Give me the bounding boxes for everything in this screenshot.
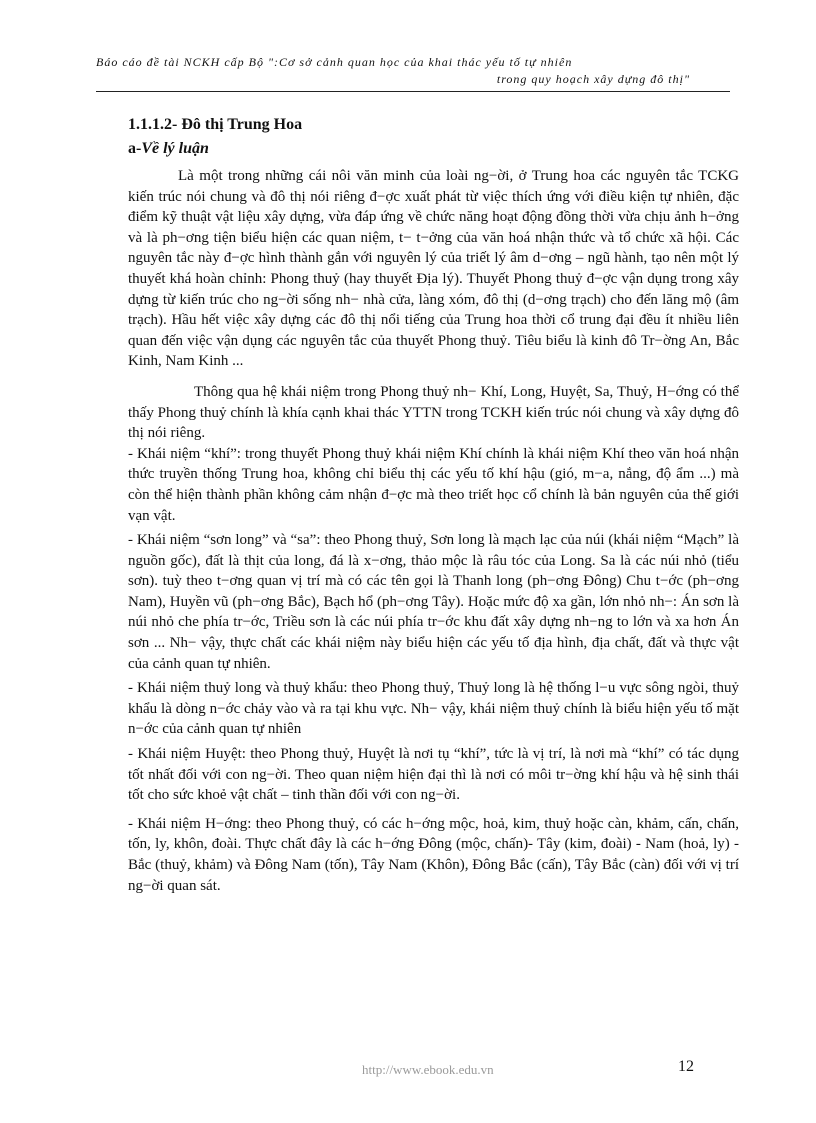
subsection-title: Về lý luận — [141, 140, 209, 157]
paragraph-huong: - Khái niệm H−ớng: theo Phong thuỷ, có các h−ớng mộc, hoả, kim, thuỷ hoặc càn, khảm, cấn, chấn, tốn, ly, khôn, đoài. Thực chất đây là các h−ớng Đông (mộc, chấn)- Tây (kim, đoài) - Nam (hoả, ly) - Bắc (thuỷ, khảm) và Đông Nam (tốn), Tây Nam (Khôn), Đông Bắc (cấn), Tây Bắc (càn) đối với vị trí ng−ời quan sát. — [128, 815, 739, 894]
footer-url: http://www.ebook.edu.vn — [362, 1062, 494, 1077]
subsection-heading — [128, 140, 209, 158]
section-heading: 1.1.1.2- Đô thị Trung Hoa — [128, 116, 303, 133]
header-divider — [96, 91, 730, 92]
page-number: 12 — [678, 1058, 694, 1075]
header-line-1: Báo cáo đề tài NCKH cấp Bộ ":Cơ sở cảnh quan học của khai thác yếu tố tự nhiên — [96, 55, 573, 69]
paragraph-khi: - Khái niệm “khí”: trong thuyết Phong thuỷ khái niệm Khí chính là khái niệm Khí theo văn hoá nhận thức truyền thống Trung hoa, không chỉ biểu thị các yếu tố khí hậu (gió, m−a, nắng, độ ẩm ...) mà còn thể hiện thành phần không cảm nhận đ−ợc mà theo triết học cổ chính là bản nguyên của thế giới vạn vật. — [128, 445, 739, 524]
page-header — [96, 54, 730, 88]
paragraph-intro: Là một trong những cái nôi văn minh của loài ng−ời, ở Trung hoa các nguyên tắc TCKG kiến trúc nói chung và đô thị nói riêng đ−ợc xuất phát từ việc thích ứng với điều kiện tự nhiên, đặc điểm kỹ thuật vật liệu xây dựng, vừa đáp ứng về chức năng hoạt động đồng thời vừa chịu ảnh h−ởng và là ph−ơng tiện biểu hiện các quan niệm, t− t−ởng của văn hoá nhận thức và tổ chức xã hội. Các nguyên tắc này đ−ợc hình thành gắn với nguyên lý của triết lý âm d−ơng – ngũ hành, tạo nên một lý thuyết khá hoàn chỉnh: Phong thuỷ (hay thuyết Địa lý). Thuyết Phong thuỷ đ−ợc vận dụng trong xây dựng từ kiến trúc cho ng−ời sống nh− nhà cửa, làng xóm, đô thị (d−ơng trạch) cho đến lăng mộ (âm trạch). Hầu hết việc xây dựng các đô thị nổi tiếng của Trung hoa thời cổ trung đại đều ít nhiều liên quan đến việc vận dụng các nguyên tắc của thuyết Phong thuỷ. Tiêu biểu là kinh đô Tr−ờng An, Bắc Kinh, Nam Kinh ... — [128, 168, 739, 370]
paragraph-huyet: - Khái niệm Huyệt: theo Phong thuỷ, Huyệt là nơi tụ “khí”, tức là vị trí, là nơi mà “khí” có tác dụng tốt nhất đối với con ng−ời. Theo quan niệm hiện đại thì là nơi có môi tr−ờng khí hậu và hệ sinh thái tốt cho sức khoẻ vật chất – tinh thần đối với con ng−ời. — [128, 746, 739, 804]
paragraph-concepts: Thông qua hệ khái niệm trong Phong thuỷ nh− Khí, Long, Huyệt, Sa, Thuỷ, H−ớng có thể thấy Phong thuỷ chính là khía cạnh khai thác YTTN trong TCKH kiến trúc nói chung và xây dựng đô thị nói riêng. — [128, 383, 739, 442]
header-line-2: trong quy hoạch xây dựng đô thị" — [496, 72, 690, 86]
paragraph-son-long: - Khái niệm “sơn long” và “sa”: theo Phong thuỷ, Sơn long là mạch lạc của núi (khái niệm “Mạch” là nguồn gốc), đất là thịt của long, đá là x−ơng, thảo mộc là râu tóc của Long. Sa là các núi nhỏ (tiểu sơn). tuỳ theo t−ơng quan vị trí mà có các tên gọi là Thanh long (ph−ơng Đông) Chu t−ớc (ph−ơng Nam), Huyền vũ (ph−ơng Bắc), Bạch hổ (ph−ơng Tây). Hoặc mức độ xa gần, lớn nhỏ nh−: Án sơn là núi nhỏ che phía tr−ớc, Triều sơn là các núi phía tr−ớc khu đất xây dựng nh−ng to lớn và xa hơn Án sơn ... Nh− vậy, thực chất các khái niệm này biểu hiện các yếu tố địa hình, địa chất, đất và thực vật của cảnh quan tự nhiên. — [128, 532, 739, 672]
paragraph-thuy-long: - Khái niệm thuỷ long và thuỷ khẩu: theo Phong thuỷ, Thuỷ long là hệ thống l−u vực sông ngòi, thuỷ khẩu là dòng n−ớc chảy vào và ra tại khu vực. Nh− vậy, khái niệm thuỷ chính là biểu hiện yếu tố mặt n−ớc của cảnh quan tự nhiên — [128, 680, 739, 738]
subsection-prefix: a- — [128, 140, 142, 157]
document-body — [128, 166, 739, 896]
